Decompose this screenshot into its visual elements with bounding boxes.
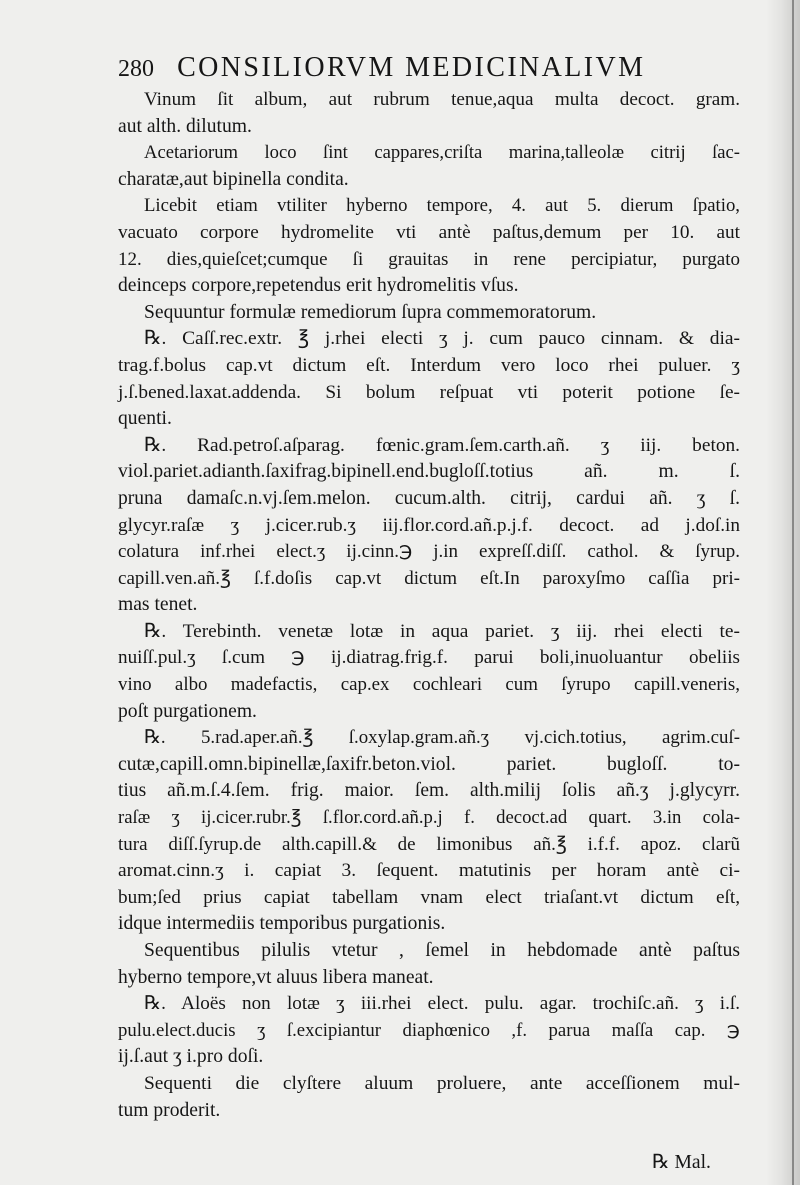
text-line: bum;ſed prius capiat tabellam vnam elect triaſant.vt dictum eſt, bbox=[118, 886, 740, 908]
text-line: j.ſ.bened.laxat.addenda. Si bolum reſpuat vti poterit potione ſe- bbox=[118, 381, 740, 403]
page-header bbox=[118, 52, 718, 92]
text-line: deinceps corpore,repetendus erit hydromelitis vſus. bbox=[118, 275, 519, 297]
page-number: 280 bbox=[118, 56, 154, 82]
text-line: trag.f.bolus cap.vt dictum eſt. Interdum vero loco rhei puluer. ʒ bbox=[118, 354, 740, 376]
text-line: nuiſſ.pul.ʒ ſ.cum ℈ ij.diatrag.frig.f. parui boli,inuoluantur obeliis bbox=[118, 647, 740, 669]
text-line: Vinum ſit album, aut rubrum tenue,aqua multa decoct. gram. bbox=[144, 89, 740, 110]
text-line: Sequentibus pilulis vtetur , ſemel in hebdomade antè paſtus bbox=[144, 940, 740, 961]
text-line: vacuato corpore hydromelite vti antè paſtus,demum per 10. aut bbox=[118, 221, 740, 243]
body-text bbox=[118, 87, 740, 1124]
text-line: ij.ſ.aut ʒ i.pro doſi. bbox=[118, 1046, 264, 1068]
text-line: 12. dies,quieſcet;cumque ſi grauitas in rene percipiatur, purgato bbox=[118, 248, 740, 270]
text-line: ℞. Terebinth. venetæ lotæ in aqua pariet. ʒ iij. rhei electi te- bbox=[144, 620, 740, 642]
text-line: aromat.cinn.ʒ i. capiat 3. ſequent. matutinis per horam antè ci- bbox=[118, 860, 740, 882]
text-line: Sequenti die clyſtere aluum proluere, ante acceſſionem mul- bbox=[144, 1072, 740, 1094]
text-line: glycyr.raſæ ʒ j.cicer.rub.ʒ iij.flor.cord.añ.p.j.f. decoct. ad j.doſ.in bbox=[118, 514, 740, 536]
text-line: pruna damaſc.n.vj.ſem.melon. cucum.alth. citrij, cardui añ. ʒ ſ. bbox=[118, 487, 740, 509]
text-line: ℞. Rad.petroſ.aſparag. fœnic.gram.ſem.carth.añ. ʒ iij. beton. bbox=[144, 434, 740, 456]
page-gutter-shadow bbox=[766, 0, 800, 1185]
text-line: capill.ven.añ.℥ ſ.f.doſis cap.vt dictum eſt.In paroxyſmo caſſia pri- bbox=[118, 567, 740, 589]
text-line: poſt purgationem. bbox=[118, 700, 257, 722]
text-line: cutæ,capill.omn.bipinellæ,ſaxifr.beton.viol. pariet. bugloſſ. to- bbox=[118, 753, 740, 775]
text-line: Acetariorum loco ſint cappares,criſta marina,talleolæ citrij ſac- bbox=[144, 142, 740, 164]
running-title: CONSILIORVM MEDICINALIVM bbox=[177, 52, 646, 83]
text-line: raſæ ʒ ij.cicer.rubr.℥ ſ.flor.cord.añ.p.j f. decoct.ad quart. 3.in cola- bbox=[118, 807, 740, 829]
text-line: vino albo madefactis, cap.ex cochleari cum ſyrupo capill.veneris, bbox=[118, 674, 740, 696]
text-line: mas tenet. bbox=[118, 594, 198, 616]
text-line: idque intermediis temporibus purgationis. bbox=[118, 913, 446, 935]
text-line: tura diſſ.ſyrup.de alth.capill.& de limonibus añ.℥ i.f.f. apoz. clarũ bbox=[118, 833, 740, 855]
text-line: viol.pariet.adianth.ſaxifrag.bipinell.end.bugloſſ.totius añ. m. ſ. bbox=[118, 461, 740, 483]
text-line: hyberno tempore,vt aluus libera maneat. bbox=[118, 966, 434, 988]
text-line: quenti. bbox=[118, 408, 172, 430]
text-line: ℞. 5.rad.aper.añ.℥ ſ.oxylap.gram.añ.ʒ vj.cich.totius, agrim.cuſ- bbox=[144, 727, 740, 749]
text-line: Sequuntur formulæ remediorum ſupra commemoratorum. bbox=[144, 301, 597, 323]
text-line: aut alth. dilutum. bbox=[118, 115, 252, 137]
text-line: colatura inf.rhei elect.ʒ ij.cinn.℈ j.in expreſſ.diſſ. cathol. & ſyrup. bbox=[118, 541, 740, 563]
text-line: pulu.elect.ducis ʒ ſ.excipiantur diaphœnico ,f. parua maſſa cap. ℈ bbox=[118, 1019, 740, 1041]
text-line: ℞. Caſſ.rec.extr. ℥ j.rhei electi ʒ j. cum pauco cinnam. & dia- bbox=[144, 328, 740, 350]
text-line: charatæ,aut bipinella condita. bbox=[118, 168, 349, 190]
text-line: tius añ.m.ſ.4.ſem. frig. maior. ſem. alth.milij ſolis añ.ʒ j.glycyrr. bbox=[118, 780, 740, 802]
text-line: ℞. Aloës non lotæ ʒ iii.rhei elect. pulu. agar. trochiſc.añ. ʒ i.ſ. bbox=[144, 993, 740, 1015]
text-line: Licebit etiam vtiliter hyberno tempore, 4. aut 5. dierum ſpatio, bbox=[144, 195, 740, 217]
catchword: ℞ Mal. bbox=[652, 1152, 711, 1173]
page-edge-line bbox=[792, 0, 794, 1185]
text-line: tum proderit. bbox=[118, 1099, 221, 1121]
